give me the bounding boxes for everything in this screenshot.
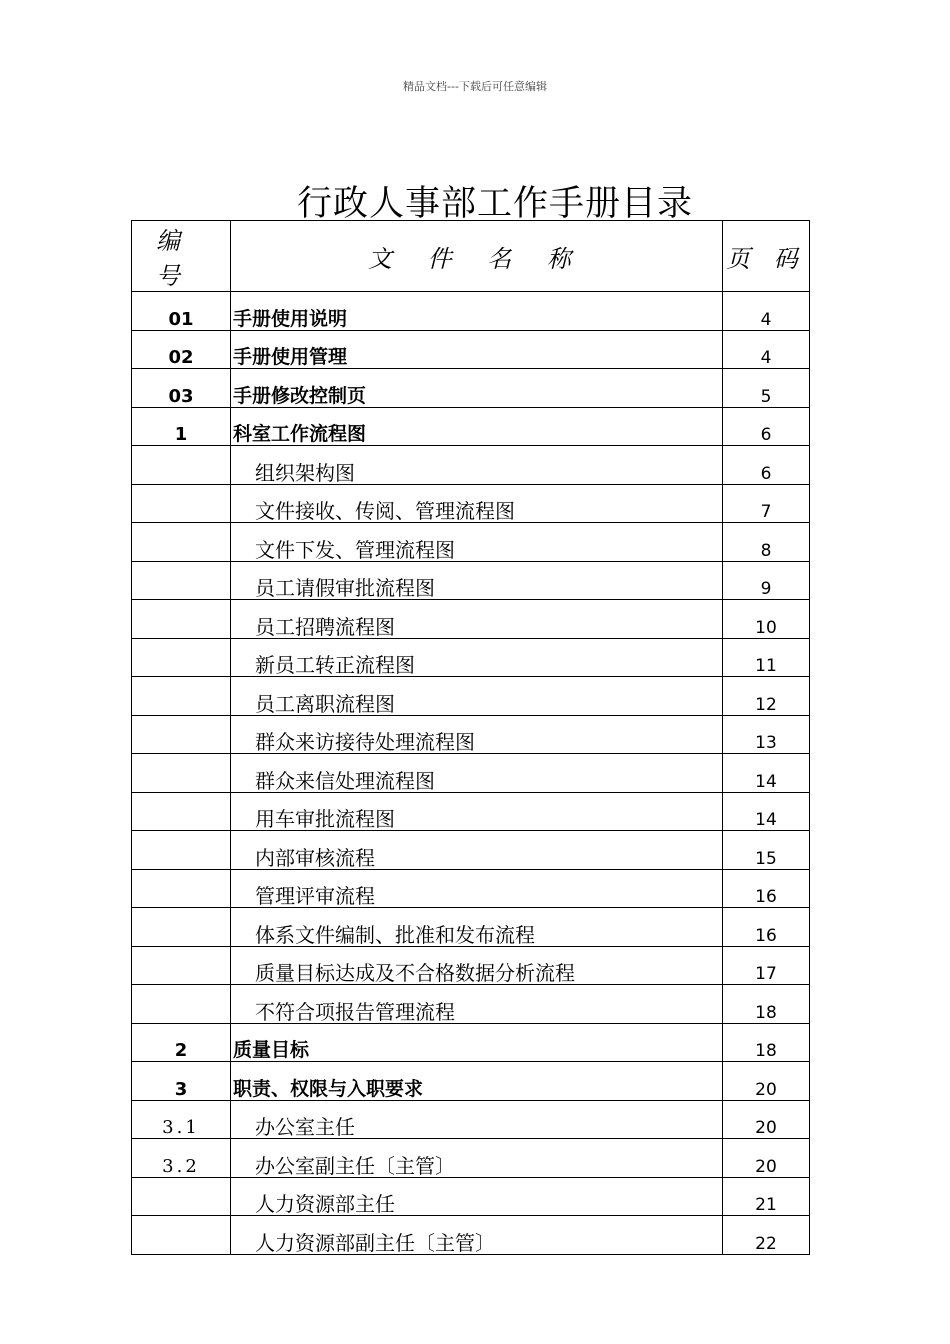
row-number: [132, 600, 231, 639]
header-name: 文 件 名 称: [231, 221, 723, 292]
row-number: [132, 677, 231, 716]
row-number: [132, 1177, 231, 1216]
row-page-number: 18: [723, 985, 810, 1024]
toc-table: [131, 220, 810, 1255]
row-page-number: 6: [723, 446, 810, 485]
table-row: [132, 292, 810, 331]
table-row: [132, 792, 810, 831]
row-title: 手册修改控制页: [231, 369, 723, 408]
row-number: [132, 638, 231, 677]
table-row: [132, 946, 810, 985]
row-page-number: 4: [723, 330, 810, 369]
table-row: [132, 754, 810, 793]
row-page-number: 20: [723, 1062, 810, 1101]
row-page-number: 14: [723, 754, 810, 793]
row-title: 群众来信处理流程图: [231, 754, 723, 793]
row-page-number: 13: [723, 715, 810, 754]
row-title: 新员工转正流程图: [231, 638, 723, 677]
row-number: 1: [132, 407, 231, 446]
row-title: 人力资源部主任: [231, 1177, 723, 1216]
row-page-number: 22: [723, 1216, 810, 1255]
table-row: [132, 1139, 810, 1178]
row-page-number: 16: [723, 908, 810, 947]
row-title: 文件接收、传阅、管理流程图: [231, 484, 723, 523]
row-number: 02: [132, 330, 231, 369]
row-title: 组织架构图: [231, 446, 723, 485]
row-title: 职责、权限与入职要求: [231, 1062, 723, 1101]
table-row: [132, 1062, 810, 1101]
row-page-number: 14: [723, 792, 810, 831]
row-number: 3.2: [132, 1139, 231, 1178]
row-title: 内部审核流程: [231, 831, 723, 870]
table-row: [132, 561, 810, 600]
row-page-number: 11: [723, 638, 810, 677]
table-row: [132, 831, 810, 870]
table-row: [132, 869, 810, 908]
row-title: 文件下发、管理流程图: [231, 523, 723, 562]
row-number: [132, 908, 231, 947]
table-row: [132, 1023, 810, 1062]
row-title: 不符合项报告管理流程: [231, 985, 723, 1024]
table-row: [132, 369, 810, 408]
row-title: 办公室副主任〔主管〕: [231, 1139, 723, 1178]
row-title: 员工离职流程图: [231, 677, 723, 716]
row-number: [132, 446, 231, 485]
table-row: [132, 985, 810, 1024]
table-row: [132, 1177, 810, 1216]
row-title: 员工招聘流程图: [231, 600, 723, 639]
row-number: [132, 561, 231, 600]
row-number: 03: [132, 369, 231, 408]
row-title: 体系文件编制、批准和发布流程: [231, 908, 723, 947]
table-row: [132, 330, 810, 369]
page-title: 行政人事部工作手册目录: [296, 184, 693, 224]
row-title: 手册使用管理: [231, 330, 723, 369]
table-row: [132, 407, 810, 446]
row-page-number: 18: [723, 1023, 810, 1062]
row-title: 手册使用说明: [231, 292, 723, 331]
table-row: [132, 523, 810, 562]
row-page-number: 12: [723, 677, 810, 716]
row-number: [132, 523, 231, 562]
row-number: [132, 869, 231, 908]
row-page-number: 20: [723, 1100, 810, 1139]
row-page-number: 15: [723, 831, 810, 870]
table-row: [132, 600, 810, 639]
row-title: 人力资源部副主任〔主管〕: [231, 1216, 723, 1255]
table-row: [132, 1100, 810, 1139]
row-number: [132, 1216, 231, 1255]
table-row: [132, 638, 810, 677]
table-row: [132, 484, 810, 523]
toc-body: [132, 292, 810, 1255]
header-page: 页 码: [723, 221, 810, 292]
row-title: 管理评审流程: [231, 869, 723, 908]
row-title: 质量目标: [231, 1023, 723, 1062]
row-page-number: 16: [723, 869, 810, 908]
table-row: [132, 446, 810, 485]
table-row: [132, 1216, 810, 1255]
row-number: [132, 792, 231, 831]
row-number: [132, 946, 231, 985]
row-number: 3: [132, 1062, 231, 1101]
row-title: 办公室主任: [231, 1100, 723, 1139]
watermark-text: 精品文档---下载后可任意编辑: [403, 80, 547, 93]
row-title: 员工请假审批流程图: [231, 561, 723, 600]
row-number: 2: [132, 1023, 231, 1062]
row-number: [132, 754, 231, 793]
row-page-number: 6: [723, 407, 810, 446]
row-title: 质量目标达成及不合格数据分析流程: [231, 946, 723, 985]
row-title: 群众来访接待处理流程图: [231, 715, 723, 754]
row-number: [132, 985, 231, 1024]
row-number: [132, 715, 231, 754]
table-row: [132, 677, 810, 716]
row-title: 用车审批流程图: [231, 792, 723, 831]
header-number: 编 号: [132, 221, 231, 292]
row-page-number: 7: [723, 484, 810, 523]
row-page-number: 21: [723, 1177, 810, 1216]
row-page-number: 17: [723, 946, 810, 985]
row-number: [132, 831, 231, 870]
row-page-number: 8: [723, 523, 810, 562]
table-row: [132, 715, 810, 754]
row-page-number: 20: [723, 1139, 810, 1178]
row-title: 科室工作流程图: [231, 407, 723, 446]
toc-header-row: [132, 221, 810, 292]
table-row: [132, 908, 810, 947]
row-page-number: 5: [723, 369, 810, 408]
row-page-number: 9: [723, 561, 810, 600]
row-page-number: 10: [723, 600, 810, 639]
row-number: 3.1: [132, 1100, 231, 1139]
row-page-number: 4: [723, 292, 810, 331]
row-number: 01: [132, 292, 231, 331]
row-number: [132, 484, 231, 523]
